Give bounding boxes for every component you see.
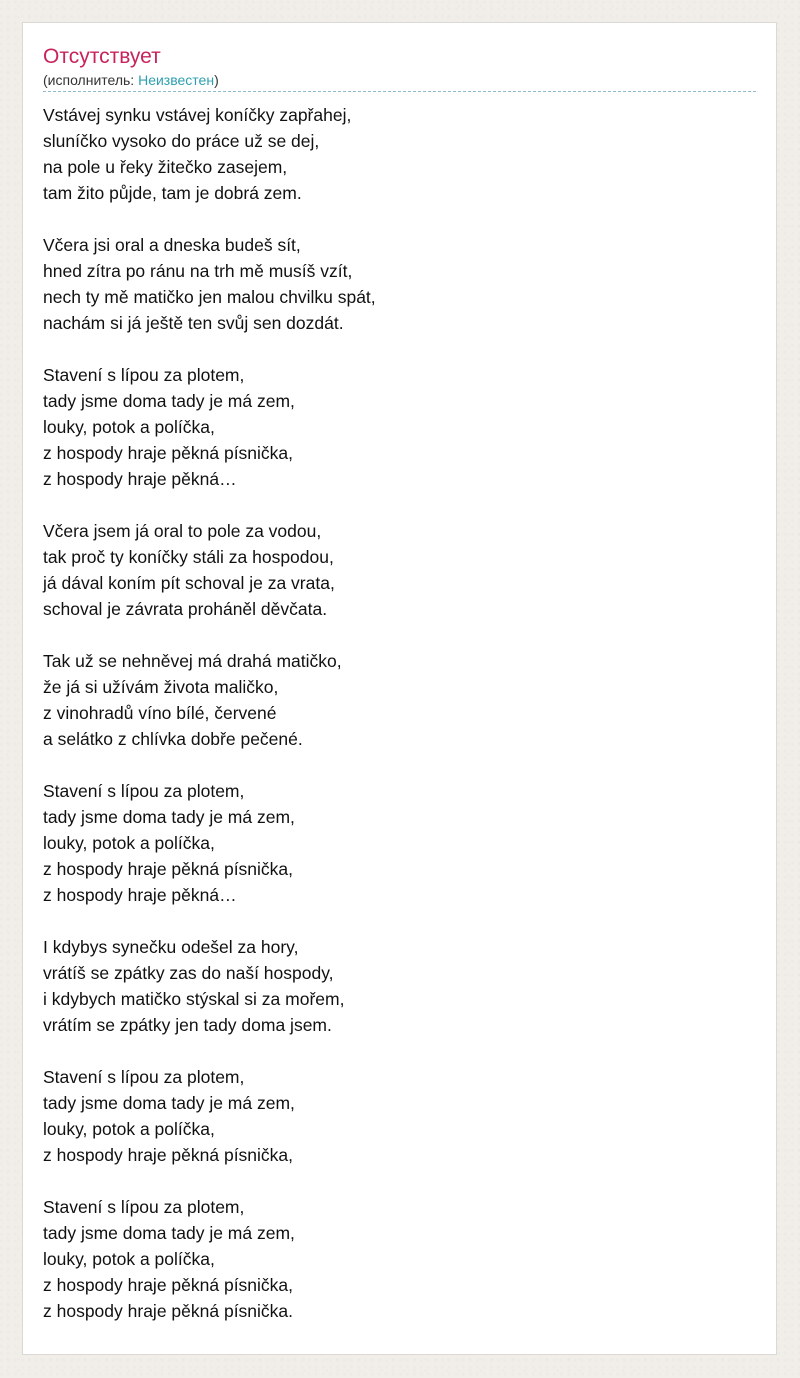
- lyric-line: Včera jsem já oral to pole za vodou,: [43, 521, 322, 541]
- lyric-line: tak proč ty koníčky stáli za hospodou,: [43, 547, 334, 567]
- lyric-line: louky, potok a políčka,: [43, 833, 215, 853]
- lyric-line: Stavení s lípou za plotem,: [43, 365, 245, 385]
- lyrics-stanza: [43, 232, 756, 336]
- lyric-line: z hospody hraje pěkná písnička,: [43, 859, 294, 879]
- lyric-line: louky, potok a políčka,: [43, 417, 215, 437]
- lyrics-stanza: [43, 1064, 756, 1168]
- artist-link[interactable]: Неизвестен: [138, 72, 215, 88]
- lyrics-stanza: [43, 778, 756, 908]
- lyrics-body: [43, 102, 756, 1324]
- lyrics-stanza: [43, 648, 756, 752]
- lyric-line: vrátím se zpátky jen tady doma jsem.: [43, 1015, 332, 1035]
- lyric-line: vrátíš se zpátky zas do naší hospody,: [43, 963, 334, 983]
- lyric-line: Stavení s lípou za plotem,: [43, 1067, 245, 1087]
- lyric-line: tady jsme doma tady je má zem,: [43, 1223, 295, 1243]
- lyrics-stanza: [43, 934, 756, 1038]
- song-title: Отсутствует: [43, 45, 161, 68]
- lyric-line: schoval je závrata proháněl děvčata.: [43, 599, 328, 619]
- lyric-line: z hospody hraje pěkná písnička,: [43, 1145, 294, 1165]
- lyric-line: tady jsme doma tady je má zem,: [43, 391, 295, 411]
- lyric-line: Stavení s lípou za plotem,: [43, 1197, 245, 1217]
- lyric-line: z hospody hraje pěkná…: [43, 469, 237, 489]
- lyrics-stanza: [43, 1194, 756, 1324]
- lyric-line: hned zítra po ránu na trh mě musíš vzít,: [43, 261, 353, 281]
- lyric-line: z hospody hraje pěkná písnička,: [43, 443, 294, 463]
- lyric-line: Tak už se nehněvej má drahá matičko,: [43, 651, 342, 671]
- lyric-line: tady jsme doma tady je má zem,: [43, 807, 295, 827]
- lyric-line: louky, potok a políčka,: [43, 1249, 215, 1269]
- lyric-line: z vinohradů víno bílé, červené: [43, 703, 277, 723]
- lyric-line: sluníčko vysoko do práce už se dej,: [43, 131, 320, 151]
- lyric-line: louky, potok a políčka,: [43, 1119, 215, 1139]
- lyric-line: nech ty mě matičko jen malou chvilku spát,: [43, 287, 376, 307]
- lyric-line: nachám si já ještě ten svůj sen dozdát.: [43, 313, 344, 333]
- lyric-line: tam žito půjde, tam je dobrá zem.: [43, 183, 302, 203]
- lyric-line: Včera jsi oral a dneska budeš sít,: [43, 235, 301, 255]
- artist-suffix: ): [214, 72, 219, 88]
- lyric-line: z hospody hraje pěkná písnička,: [43, 1275, 294, 1295]
- lyric-line: tady jsme doma tady je má zem,: [43, 1093, 295, 1113]
- lyric-line: Vstávej synku vstávej koníčky zapřahej,: [43, 105, 352, 125]
- lyrics-card: [22, 22, 777, 1355]
- lyrics-stanza: [43, 362, 756, 492]
- lyrics-stanza: [43, 518, 756, 622]
- lyric-line: i kdybych matičko stýskal si za mořem,: [43, 989, 345, 1009]
- lyric-line: z hospody hraje pěkná…: [43, 885, 237, 905]
- lyric-line: z hospody hraje pěkná písnička.: [43, 1301, 294, 1321]
- artist-line: [43, 71, 756, 92]
- lyric-line: já dával koním pít schoval je za vrata,: [43, 573, 335, 593]
- lyric-line: I kdybys synečku odešel za hory,: [43, 937, 299, 957]
- lyric-line: na pole u řeky žitečko zasejem,: [43, 157, 288, 177]
- artist-prefix: (исполнитель:: [43, 72, 139, 88]
- lyric-line: Stavení s lípou za plotem,: [43, 781, 245, 801]
- lyric-line: že já si užívám života maličko,: [43, 677, 279, 697]
- lyrics-stanza: [43, 102, 756, 206]
- lyric-line: a selátko z chlívka dobře pečené.: [43, 729, 303, 749]
